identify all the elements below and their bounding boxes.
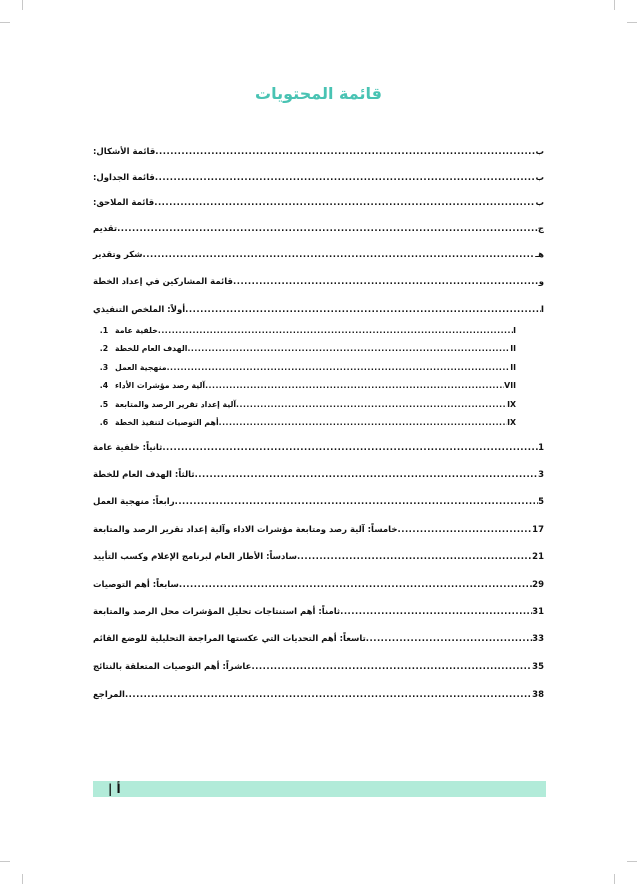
toc-entry-label: آلية إعداد تقرير الرصد والمتابعة bbox=[115, 400, 237, 409]
toc-entry[interactable] bbox=[93, 246, 544, 260]
crop-mark bbox=[22, 874, 23, 884]
crop-mark bbox=[0, 861, 10, 862]
toc-subentry-number: 2. bbox=[99, 344, 109, 353]
toc-entry-label: شكر وتقدير bbox=[93, 250, 143, 260]
toc-entry-label: سابعاً: أهم التوصيات bbox=[93, 580, 179, 590]
leader-dots bbox=[143, 250, 536, 260]
toc-entry-label: تقديم bbox=[93, 224, 118, 234]
leader-dots bbox=[185, 305, 541, 315]
crop-mark bbox=[614, 874, 615, 884]
leader-dots bbox=[155, 173, 536, 183]
toc-entry[interactable] bbox=[93, 169, 544, 183]
leader-dots bbox=[167, 363, 511, 372]
toc-entry[interactable] bbox=[93, 686, 544, 700]
toc-entry-label: أولاً: الملخص التنفيذي bbox=[93, 305, 186, 315]
toc-entry-label: منهجية العمل bbox=[115, 363, 167, 372]
crop-mark bbox=[0, 22, 10, 23]
leader-dots bbox=[195, 470, 539, 480]
leader-dots bbox=[175, 497, 538, 507]
leader-dots bbox=[187, 344, 510, 353]
toc-subentry[interactable] bbox=[93, 321, 516, 335]
toc-entry-page: 33 bbox=[532, 634, 544, 644]
toc-entry-page: VII bbox=[504, 381, 516, 390]
toc-entry[interactable] bbox=[93, 658, 544, 672]
toc-entry[interactable] bbox=[93, 603, 544, 617]
toc-entry-label: أهم التوصيات لتنفيذ الخطة bbox=[115, 418, 219, 427]
leader-dots bbox=[154, 198, 535, 208]
toc-entry-label: قائمة الجداول: bbox=[93, 173, 155, 183]
toc-entry-page: و bbox=[538, 277, 544, 287]
crop-mark bbox=[22, 0, 23, 10]
toc-entry[interactable] bbox=[93, 521, 544, 535]
toc-entry-page: 21 bbox=[532, 552, 544, 562]
toc-subentry[interactable] bbox=[93, 358, 516, 372]
toc-entry-label: ثانياً: خلفية عامة bbox=[93, 443, 163, 453]
toc-subentry-number: 6. bbox=[99, 418, 109, 427]
toc-entry[interactable] bbox=[93, 439, 544, 453]
toc-entry-label: خلفية عامة bbox=[115, 326, 158, 335]
toc-entry-page: 5 bbox=[538, 497, 544, 507]
leader-dots bbox=[366, 634, 532, 644]
toc-entry-label: آلية رصد مؤشرات الأداء bbox=[115, 381, 206, 390]
toc-entry-page: هـ bbox=[535, 250, 544, 260]
leader-dots bbox=[297, 552, 532, 562]
toc-entry-page: ب bbox=[535, 173, 544, 183]
toc-entry-page: ج bbox=[537, 224, 544, 234]
toc-entry[interactable] bbox=[93, 576, 544, 590]
toc-entry[interactable] bbox=[93, 220, 544, 234]
toc-entry-label: قائمة المشاركين في إعداد الخطة bbox=[93, 277, 233, 287]
toc-subentry[interactable] bbox=[93, 395, 516, 409]
toc-entry-label: ثالثاً: الهدف العام للخطة bbox=[93, 470, 195, 480]
toc-entry-page: ب bbox=[535, 198, 544, 208]
crop-mark bbox=[627, 861, 637, 862]
toc-entry-page: 1 bbox=[538, 443, 544, 453]
toc-subentry[interactable] bbox=[93, 376, 516, 390]
toc-entry-page: I bbox=[513, 326, 516, 335]
leader-dots bbox=[117, 224, 538, 234]
toc-entry-page: IX bbox=[507, 400, 516, 409]
page-number: أ | bbox=[108, 782, 121, 796]
toc-entry[interactable] bbox=[93, 493, 544, 507]
leader-dots bbox=[233, 277, 539, 287]
toc-subentry[interactable] bbox=[93, 339, 516, 353]
toc-entry-page: 31 bbox=[532, 607, 544, 617]
crop-mark bbox=[627, 22, 637, 23]
footer-bar bbox=[93, 781, 546, 797]
toc-subentry[interactable] bbox=[93, 413, 516, 427]
toc-entry[interactable] bbox=[93, 143, 544, 157]
toc-entry-page: II bbox=[510, 344, 516, 353]
leader-dots bbox=[155, 147, 535, 157]
leader-dots bbox=[251, 662, 532, 672]
toc-entry[interactable] bbox=[93, 273, 544, 287]
toc-subentry-number: 4. bbox=[99, 381, 109, 390]
toc-entry-page: II bbox=[510, 363, 516, 372]
toc-entry-page: ب bbox=[535, 147, 544, 157]
toc-entry-label: سادساً: الأطار العام لبرنامج الإعلام وكسب التأييد bbox=[93, 552, 297, 562]
leader-dots bbox=[205, 381, 504, 390]
toc-entry[interactable] bbox=[93, 466, 544, 480]
toc-entry[interactable] bbox=[93, 548, 544, 562]
toc-entry-page: 17 bbox=[532, 525, 544, 535]
toc-entry-label: المراجع bbox=[93, 690, 125, 700]
leader-dots bbox=[179, 580, 532, 590]
toc-entry-label: رابعاً: منهجية العمل bbox=[93, 497, 175, 507]
leader-dots bbox=[125, 690, 532, 700]
toc-entry[interactable] bbox=[93, 301, 544, 315]
toc-entry-label: خامساً: آلية رصد ومتابعة مؤشرات الاداء وآلية إعداد تقرير الرصد والمتابعة bbox=[93, 525, 398, 535]
toc-entry-label: الهدف العام للخطة bbox=[115, 344, 188, 353]
leader-dots bbox=[397, 525, 532, 535]
leader-dots bbox=[162, 443, 538, 453]
toc-entry-page: I bbox=[540, 305, 544, 315]
toc-entry-page: IX bbox=[507, 418, 516, 427]
toc-subentry-number: 5. bbox=[99, 400, 109, 409]
leader-dots bbox=[236, 400, 507, 409]
toc-entry[interactable] bbox=[93, 630, 544, 644]
crop-mark bbox=[614, 0, 615, 10]
toc-entry-label: قائمة الأشكال: bbox=[93, 147, 156, 157]
leader-dots bbox=[158, 326, 513, 335]
leader-dots bbox=[219, 418, 507, 427]
page-title: قائمة المحتويات bbox=[255, 84, 382, 103]
leader-dots bbox=[340, 607, 532, 617]
toc-entry-page: 35 bbox=[532, 662, 544, 672]
toc-entry[interactable] bbox=[93, 194, 544, 208]
toc-entry-page: 38 bbox=[532, 690, 544, 700]
toc-entry-page: 3 bbox=[538, 470, 544, 480]
toc-entry-label: قائمة الملاحق: bbox=[93, 198, 155, 208]
toc-entry-label: ثامناً: أهم استنتاجات تحليل المؤشرات محل الرصد والمتابعة bbox=[93, 607, 341, 617]
toc-subentry-number: 1. bbox=[99, 326, 109, 335]
toc-entry-page: 29 bbox=[532, 580, 544, 590]
toc-entry-label: عاشراً: أهم التوصيات المتعلقة بالنتائج bbox=[93, 662, 252, 672]
toc-subentry-number: 3. bbox=[99, 363, 109, 372]
toc-entry-label: تاسعاً: أهم التحديات التي عكستها المراجعة التحليلية للوضع القائم bbox=[93, 634, 366, 644]
